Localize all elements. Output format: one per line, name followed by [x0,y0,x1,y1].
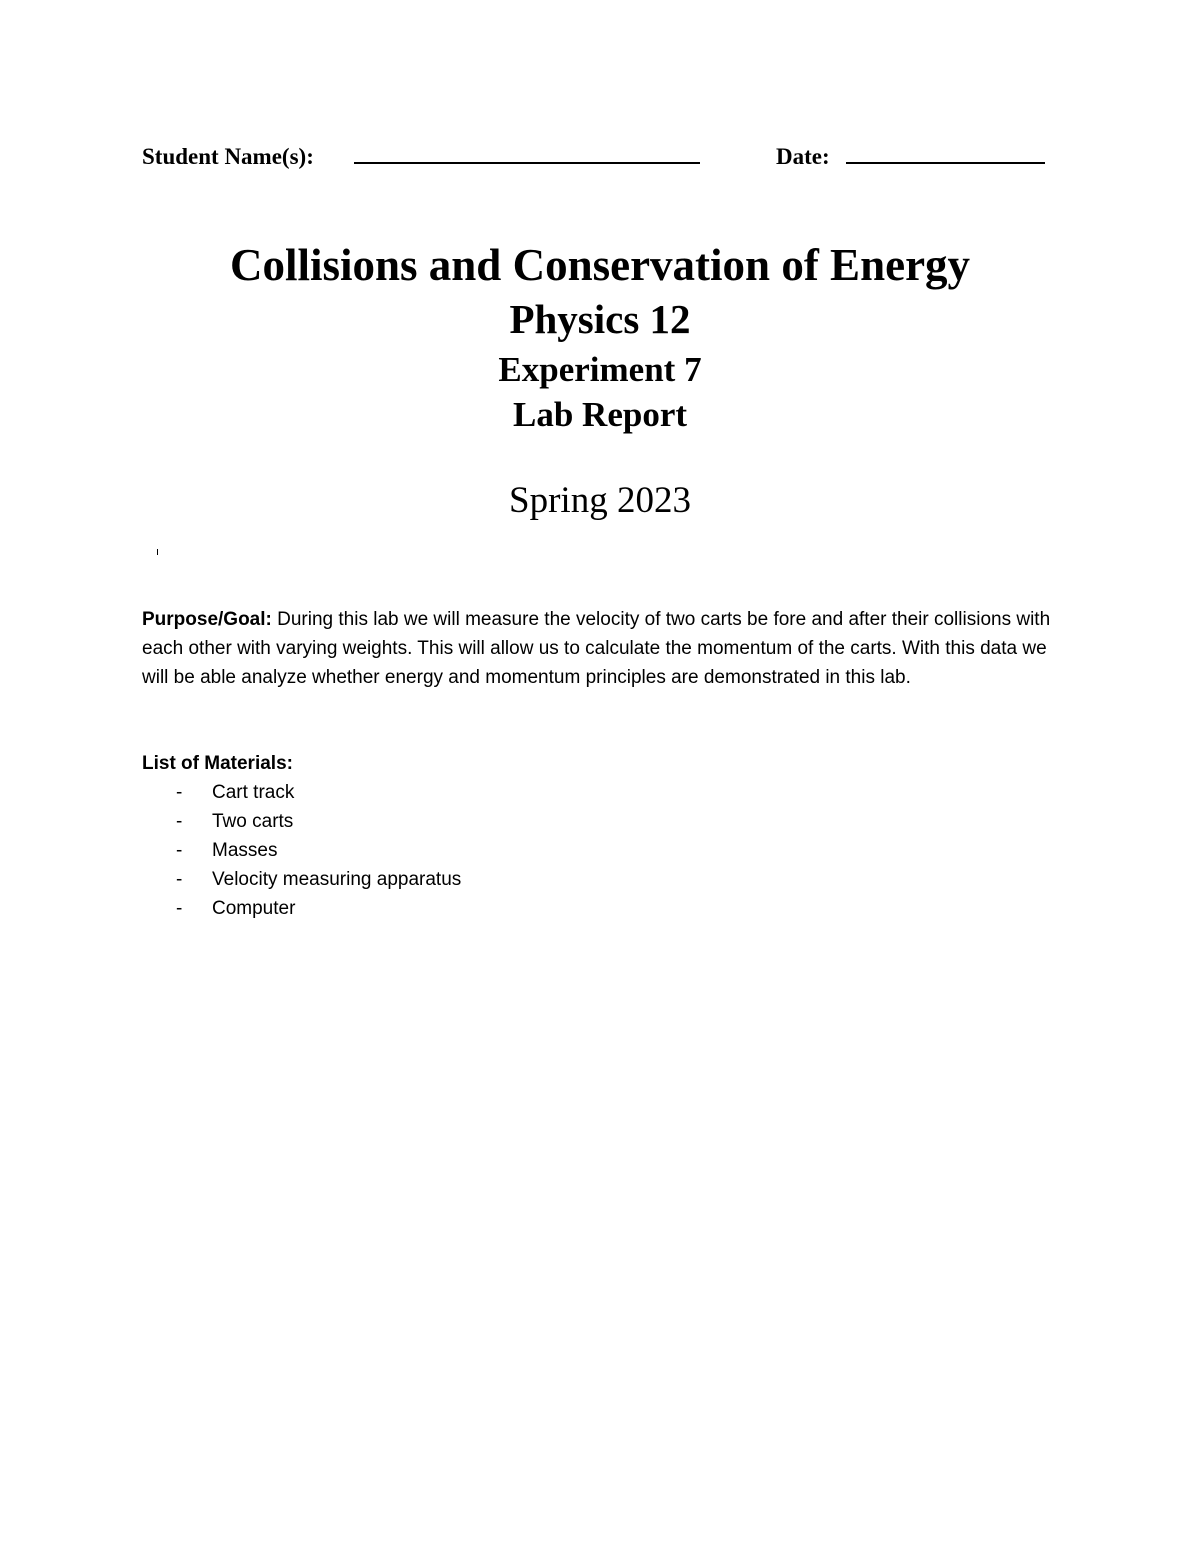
list-item [142,865,1062,894]
list-bullet: - [176,840,183,861]
purpose-paragraph [142,605,1062,692]
materials-list [142,778,1062,923]
list-bullet: - [176,811,183,832]
list-item-text: Cart track [212,782,295,803]
list-bullet: - [176,869,183,890]
list-item-text: Two carts [212,811,294,832]
term-label: Spring 2023 [509,480,691,521]
date-label: Date: [776,144,830,169]
student-name-label: Student Name(s): [142,144,314,169]
list-item [142,807,1062,836]
list-item [142,836,1062,865]
experiment-number: Experiment 7 [498,350,702,389]
student-name-blank-line [354,162,700,164]
materials-section [142,749,1062,923]
list-bullet: - [176,898,183,919]
stray-mark [157,549,158,555]
list-item [142,894,1062,923]
list-item-text: Masses [212,840,278,861]
purpose-label: Purpose/Goal: [142,609,272,630]
date-blank-line [846,162,1045,164]
materials-heading: List of Materials: [142,753,293,774]
list-bullet: - [176,782,183,803]
report-type: Lab Report [512,395,688,434]
list-item-text: Computer [212,898,296,919]
purpose-text: During this lab we will measure the velocity of two carts be fore and after their collisions with each other with varying weights. This will allow us to calculate the momentum of the carts. With this data we will be able analyze whether energy and momentum principles are demonstrated in this lab. [142,609,1051,688]
list-item [142,778,1062,807]
list-item-text: Velocity measuring apparatus [212,869,462,890]
student-info-header [142,142,1047,178]
course-name: Physics 12 [509,296,691,342]
document-title: Collisions and Conservation of Energy [229,240,971,290]
